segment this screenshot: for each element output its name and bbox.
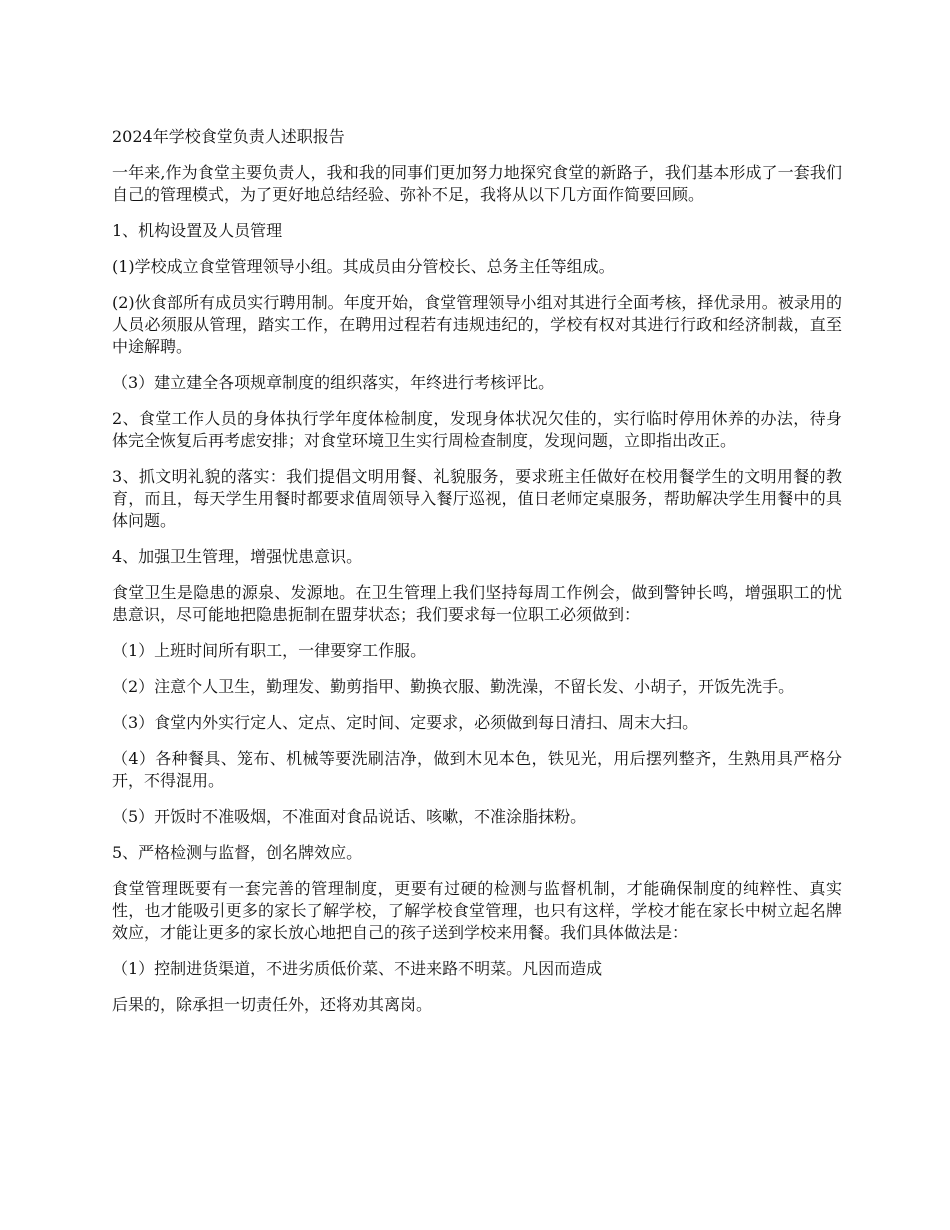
section-heading-2: 2、食堂工作人员的身体执行学年度体检制度，发现身体状况欠佳的，实行临时停用休养的办法，待身体完全恢复后再考虑安排；对食堂环境卫生实行周检查制度，发现问题，立即指出改正。: [112, 409, 842, 450]
section-heading-1: 1、机构设置及人员管理: [112, 221, 283, 240]
document-page: [112, 126, 842, 1030]
paragraph-continuation: 后果的，除承担一切责任外，还将劝其离岗。: [112, 995, 433, 1014]
paragraph-item: （3）食堂内外实行定人、定点、定时间、定要求，必须做到每日清扫、周末大扫。: [112, 713, 699, 732]
paragraph-item: （1）上班时间所有职工，一律要穿工作服。: [112, 641, 427, 660]
document-title: 2024年学校食堂负责人述职报告: [112, 127, 345, 146]
paragraph-body: 食堂管理既要有一套完善的管理制度，更要有过硬的检测与监督机制，才能确保制度的纯粹性、真实性，也才能吸引更多的家长了解学校，了解学校食堂管理，也只有这样，学校才能在家长中树立起名牌效应，才能让更多的家长放心地把自己的孩子送到学校来用餐。我们具体做法是：: [112, 879, 842, 942]
paragraph-item: （4）各种餐具、笼布、机械等要洗刷洁净，做到木见本色，铁见光，用后摆列整齐，生熟用具严格分开，不得混用。: [112, 749, 842, 790]
paragraph-body: 食堂卫生是隐患的源泉、发源地。在卫生管理上我们坚持每周工作例会，做到警钟长鸣，增强职工的忧患意识，尽可能地把隐患扼制在盟芽状态；我们要求每一位职工必须做到：: [112, 583, 842, 624]
paragraph-item: (1)学校成立食堂管理领导小组。其成员由分管校长、总务主任等组成。: [112, 257, 615, 276]
paragraph-item: （5）开饭时不准吸烟，不准面对食品说话、咳嗽，不准涂脂抹粉。: [112, 807, 587, 826]
paragraph-item: （3）建立建全各项规章制度的组织落实，年终进行考核评比。: [112, 373, 555, 392]
section-heading-3: 3、抓文明礼貌的落实：我们提倡文明用餐、礼貌服务，要求班主任做好在校用餐学生的文明用餐的教育，而且，每天学生用餐时都要求值周领导入餐厅巡视，值日老师定桌服务，帮助解决学生用餐中的具体问题。: [112, 467, 842, 530]
section-heading-4: 4、加强卫生管理，增强忧患意识。: [112, 547, 363, 566]
paragraph-intro: 一年来,作为食堂主要负责人，我和我的同事们更加努力地探究食堂的新路子，我们基本形成了一套我们自己的管理模式，为了更好地总结经验、弥补不足，我将从以下几方面作简要回顾。: [112, 163, 842, 204]
paragraph-item: (2)伙食部所有成员实行聘用制。年度开始，食堂管理领导小组对其进行全面考核，择优录用。被录用的人员必须服从管理，踏实工作，在聘用过程若有违规违纪的，学校有权对其进行行政和经济制裁，直至中途解聘。: [112, 293, 842, 356]
section-heading-5: 5、严格检测与监督，创名牌效应。: [112, 843, 363, 862]
paragraph-item: （1）控制进货渠道，不进劣质低价菜、不进来路不明菜。凡因而造成: [112, 959, 603, 978]
paragraph-item: （2）注意个人卫生，勤理发、勤剪指甲、勤换衣服、勤洗澡，不留长发、小胡子，开饭先洗手。: [112, 677, 795, 696]
